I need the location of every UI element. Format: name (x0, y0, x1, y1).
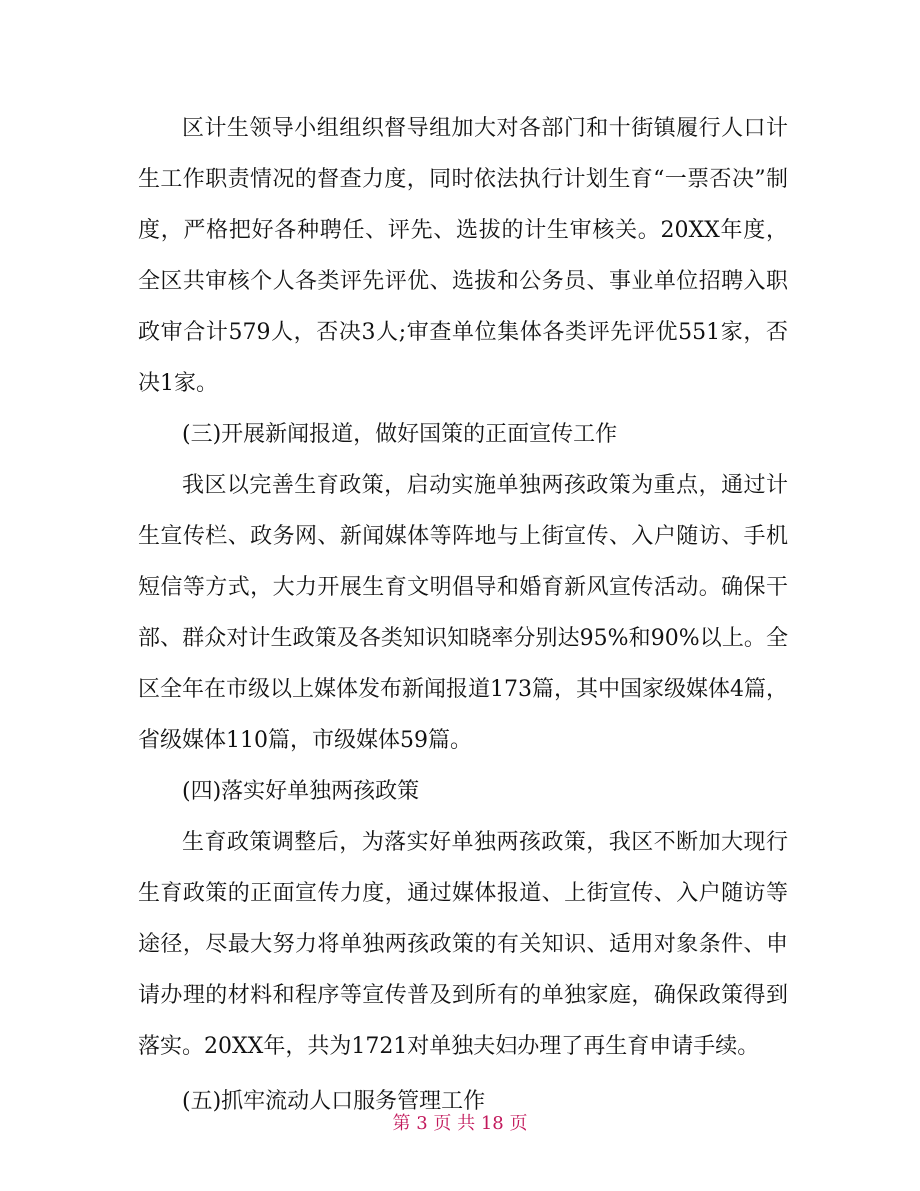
page-number-footer: 第 3 页 共 18 页 (392, 1113, 528, 1134)
paragraph-news-reporting: 我区以完善生育政策，启动实施单独两孩政策为重点，通过计生宣传栏、政务网、新闻媒体等阵地与上街宣传、入户随访、手机短信等方式，大力开展生育文明倡导和婚育新风宣传活动。确保干部、群众对计生政策及各类知识知晓率分别达95%和90%以上。全区全年在市级以上媒体发布新闻报道173篇，其中国家级媒体4篇，省级媒体110篇，市级媒体59篇。 (138, 473, 788, 753)
paragraph-two-child-policy: 生育政策调整后，为落实好单独两孩政策，我区不断加大现行生育政策的正面宣传力度，通过媒体报道、上街宣传、入户随访等途径，尽最大努力将单独两孩政策的有关知识、适用对象条件、申请办理的材料和程序等宣传普及到所有的单独家庭，确保政策得到落实。20XX年，共为1721对单独夫妇办理了再生育申请手续。 (138, 830, 788, 1059)
section-heading-3: (三)开展新闻报道，做好国策的正面宣传工作 (182, 422, 618, 447)
document-body (138, 103, 788, 1127)
section-heading-4: (四)落实好单独两孩政策 (182, 779, 420, 804)
paragraph-supervision: 区计生领导小组组织督导组加大对各部门和十街镇履行人口计生工作职责情况的督查力度，同时依法执行计划生育“一票否决”制度，严格把好各种聘任、评先、选拔的计生审核关。20XX年度，全区共审核个人各类评先评优、选拔和公务员、事业单位招聘入职政审合计579人，否决3人;审查单位集体各类评先评优551家，否决1家。 (138, 116, 788, 396)
section-heading-5: (五)抓牢流动人口服务管理工作 (182, 1089, 486, 1114)
